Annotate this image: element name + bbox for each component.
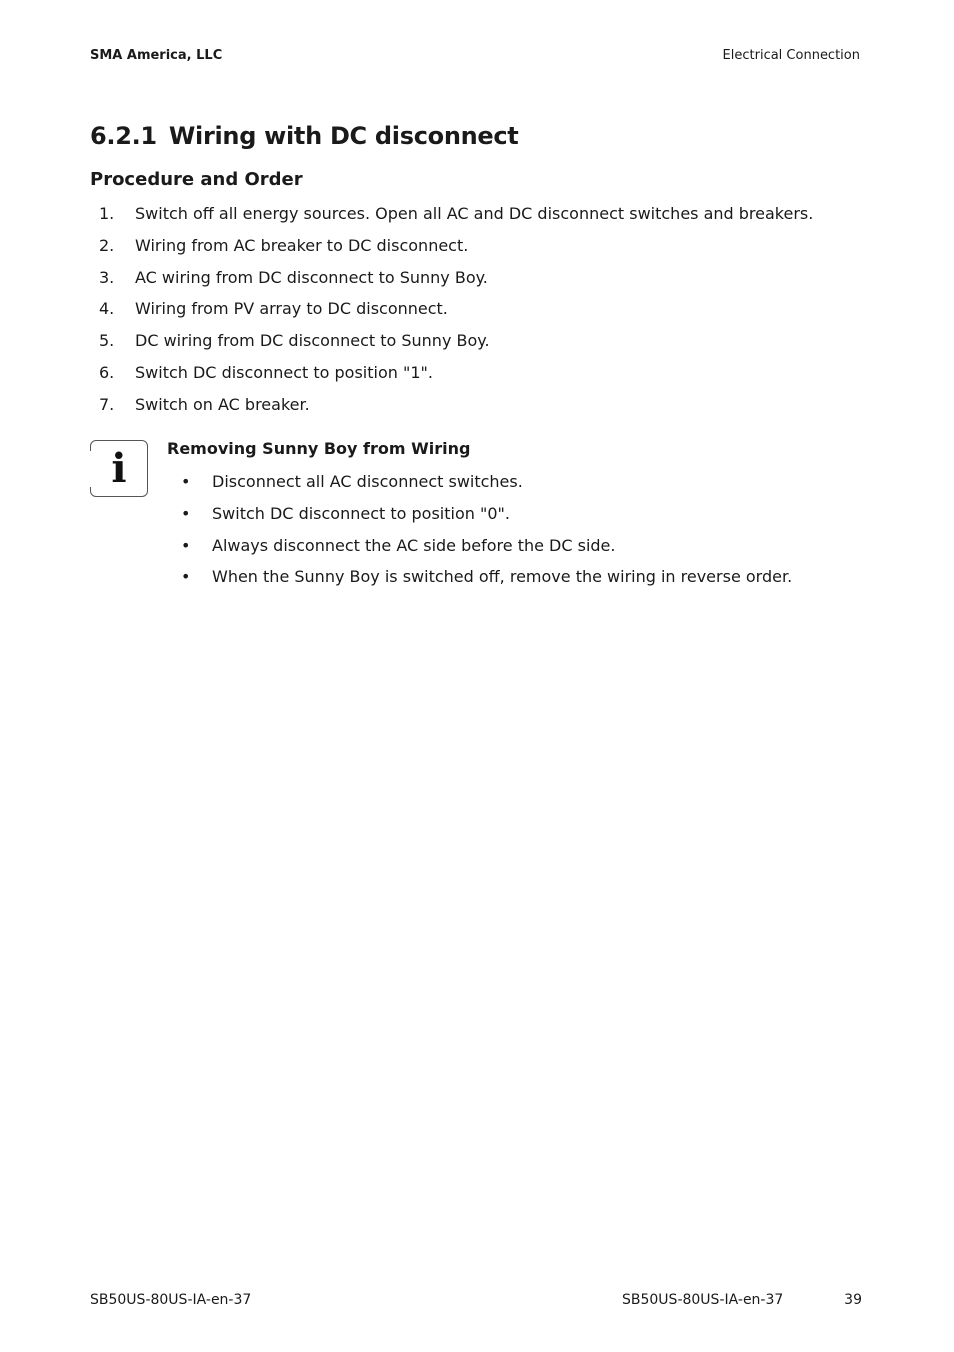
footer-doc-code-left: SB50US-80US-IA-en-37 bbox=[90, 1292, 252, 1308]
header-company: SMA America, LLC bbox=[90, 48, 223, 63]
step-text: Wiring from AC breaker to DC disconnect. bbox=[135, 235, 469, 255]
procedure-steps bbox=[90, 202, 813, 425]
step-text: Switch on AC breaker. bbox=[135, 394, 310, 414]
list-item bbox=[167, 565, 792, 597]
bullet-icon: • bbox=[181, 472, 191, 491]
header-chapter: Electrical Connection bbox=[722, 48, 860, 63]
procedure-heading: Procedure and Order bbox=[90, 169, 303, 190]
step-item bbox=[90, 393, 813, 425]
list-item bbox=[167, 502, 792, 534]
step-number: 3. bbox=[99, 267, 115, 287]
bullet-icon: • bbox=[181, 567, 191, 587]
step-text: AC wiring from DC disconnect to Sunny Boy. bbox=[135, 267, 488, 287]
step-item bbox=[90, 329, 813, 361]
step-number: 7. bbox=[99, 394, 115, 414]
step-item bbox=[90, 266, 813, 298]
step-number: 6. bbox=[99, 362, 115, 382]
step-text: DC wiring from DC disconnect to Sunny Boy. bbox=[135, 331, 490, 351]
bullet-text: Switch DC disconnect to position "0". bbox=[212, 503, 510, 523]
step-item bbox=[90, 361, 813, 393]
step-item bbox=[90, 297, 813, 329]
bullet-icon: • bbox=[181, 503, 191, 523]
bullet-text: Disconnect all AC disconnect switches. bbox=[212, 472, 523, 491]
step-number: 2. bbox=[99, 235, 115, 255]
step-number: 4. bbox=[99, 299, 115, 319]
bullet-text: When the Sunny Boy is switched off, remove the wiring in reverse order. bbox=[212, 567, 793, 587]
step-text: Switch DC disconnect to position "1". bbox=[135, 362, 433, 382]
page-footer bbox=[90, 1292, 862, 1312]
bullet-text: Always disconnect the AC side before the DC side. bbox=[212, 535, 616, 555]
bullet-icon: • bbox=[181, 535, 191, 555]
page-header bbox=[90, 48, 860, 68]
step-text: Wiring from PV array to DC disconnect. bbox=[135, 299, 448, 319]
section-title-text: Wiring with DC disconnect bbox=[168, 122, 519, 150]
list-item bbox=[167, 470, 792, 502]
step-number: 5. bbox=[99, 331, 115, 351]
section-number: 6.2.1 bbox=[90, 122, 157, 150]
info-icon bbox=[90, 440, 148, 497]
note-title: Removing Sunny Boy from Wiring bbox=[167, 439, 471, 458]
section-title bbox=[90, 122, 519, 150]
step-item bbox=[90, 234, 813, 266]
step-item bbox=[90, 202, 813, 234]
info-icon-glyph: i bbox=[111, 445, 127, 492]
list-item bbox=[167, 534, 792, 566]
note-bullets bbox=[167, 470, 792, 597]
page-number: 39 bbox=[844, 1292, 862, 1308]
footer-doc-code-right: SB50US-80US-IA-en-37 bbox=[622, 1292, 784, 1308]
step-number: 1. bbox=[99, 204, 115, 223]
step-text: Switch off all energy sources. Open all AC and DC disconnect switches and breakers. bbox=[135, 204, 814, 223]
